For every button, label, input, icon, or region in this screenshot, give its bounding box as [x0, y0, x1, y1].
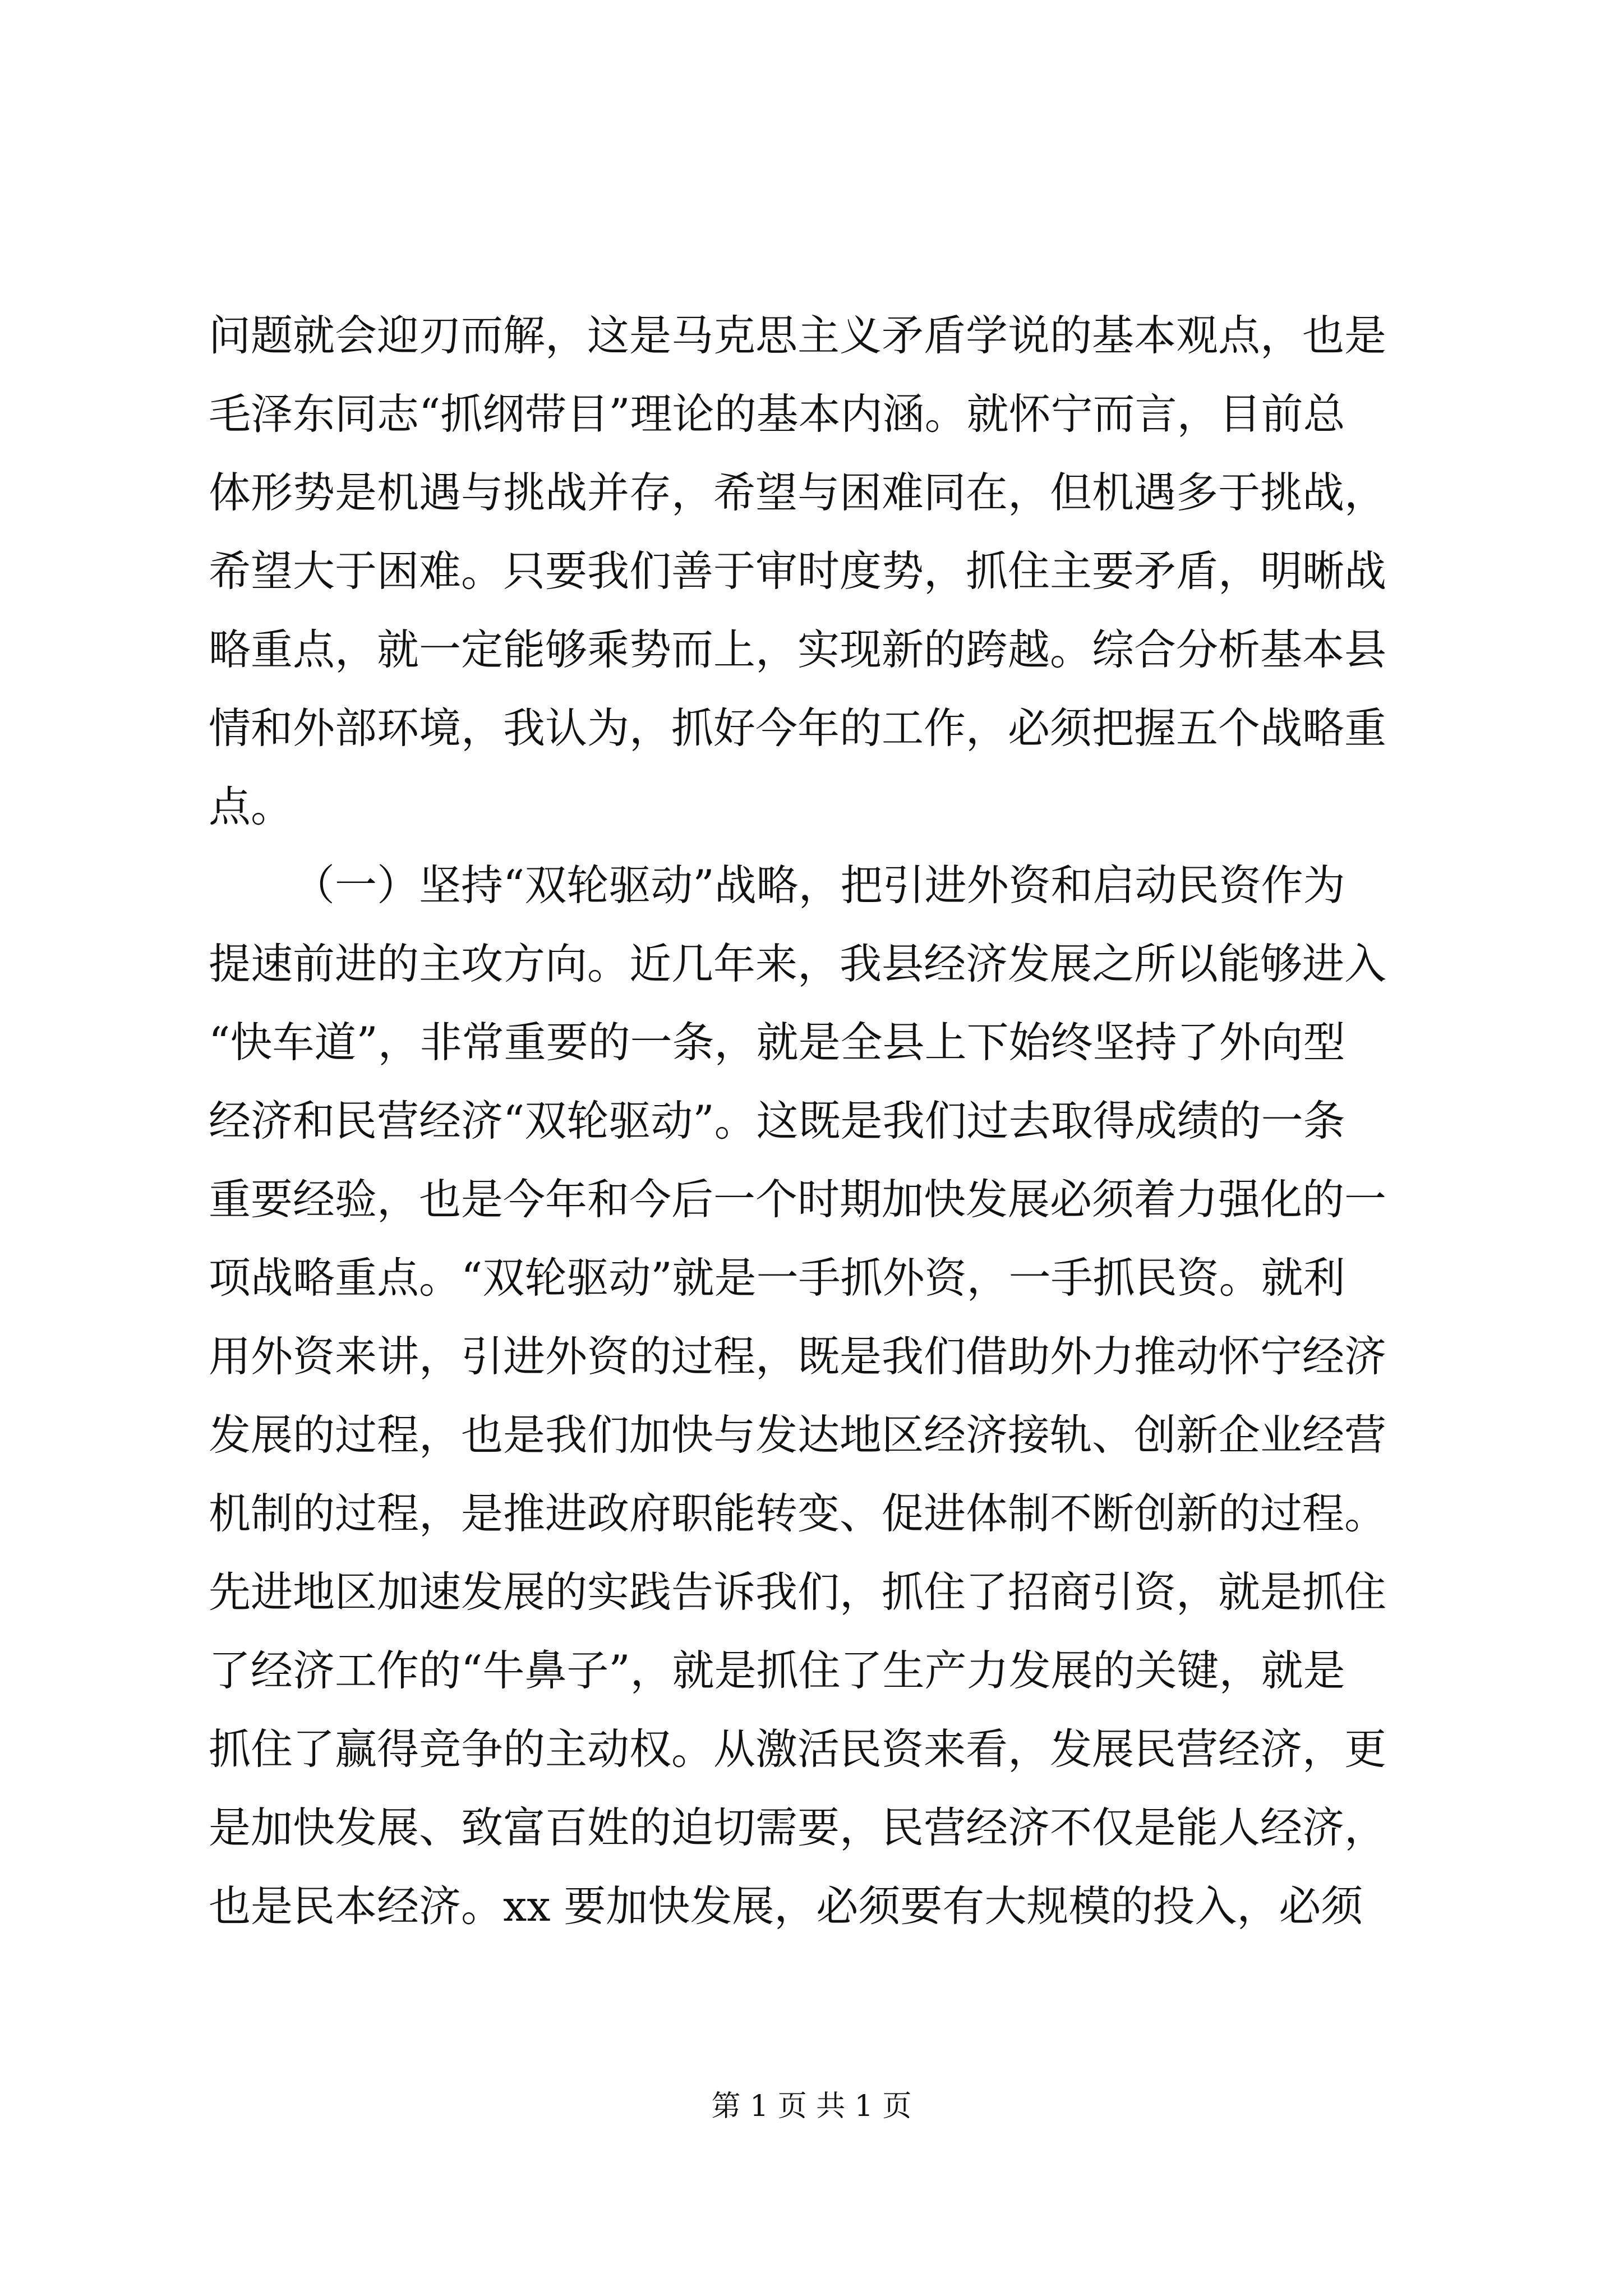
text-line: 问题就会迎刃而解，这是马克思主义矛盾学说的基本观点，也是: [209, 311, 1387, 360]
text-line: 是加快发展、致富百姓的迫切需要，民营经济不仅是能人经济，: [209, 1803, 1387, 1852]
text-line: 用外资来讲，引进外资的过程，既是我们借助外力推动怀宁经济: [209, 1332, 1387, 1381]
text-line: 体形势是机遇与挑战并存，希望与困难同在，但机遇多于挑战，: [209, 468, 1387, 517]
text-line: 略重点，就一定能够乘势而上，实现新的跨越。综合分析基本县: [209, 625, 1387, 674]
text-line: （一）坚持“双轮驱动”战略，把引进外资和启动民资作为: [293, 861, 1345, 910]
text-line: 希望大于困难。只要我们善于审时度势，抓住主要矛盾，明晰战: [209, 546, 1387, 596]
text-line: 发展的过程，也是我们加快与发达地区经济接轨、创新企业经营: [209, 1410, 1387, 1460]
text-line: 点。: [209, 782, 293, 831]
text-line: 项战略重点。“双轮驱动”就是一手抓外资，一手抓民资。就利: [209, 1253, 1345, 1303]
text-line: 提速前进的主攻方向。近几年来，我县经济发展之所以能够进入: [209, 939, 1387, 988]
text-line: 毛泽东同志“抓纲带目”理论的基本内涵。就怀宁而言，目前总: [209, 389, 1345, 439]
text-line: 抓住了赢得竞争的主动权。从激活民资来看，发展民营经济，更: [209, 1724, 1387, 1774]
text-line: 了经济工作的“牛鼻子”，就是抓住了生产力发展的关键，就是: [209, 1646, 1345, 1695]
page-footer: [0, 2087, 1623, 2126]
text-line: 经济和民营经济“双轮驱动”。这既是我们过去取得成绩的一条: [209, 1096, 1345, 1145]
text-line: 情和外部环境，我认为，抓好今年的工作，必须把握五个战略重: [209, 703, 1387, 753]
text-line: 也是民本经济。xx 要加快发展，必须要有大规模的投入，必须: [209, 1881, 1363, 1931]
text-line: 先进地区加速发展的实践告诉我们，抓住了招商引资，就是抓住: [209, 1567, 1387, 1617]
page-number-label: 第 1 页 共 1 页: [711, 2090, 912, 2123]
text-line: 机制的过程，是推进政府职能转变、促进体制不断创新的过程。: [209, 1489, 1387, 1538]
text-line: “快车道”，非常重要的一条，就是全县上下始终坚持了外向型: [209, 1018, 1345, 1067]
text-line: 重要经验，也是今年和今后一个时期加快发展必须着力强化的一: [209, 1175, 1387, 1224]
document-body: [209, 296, 1420, 1945]
